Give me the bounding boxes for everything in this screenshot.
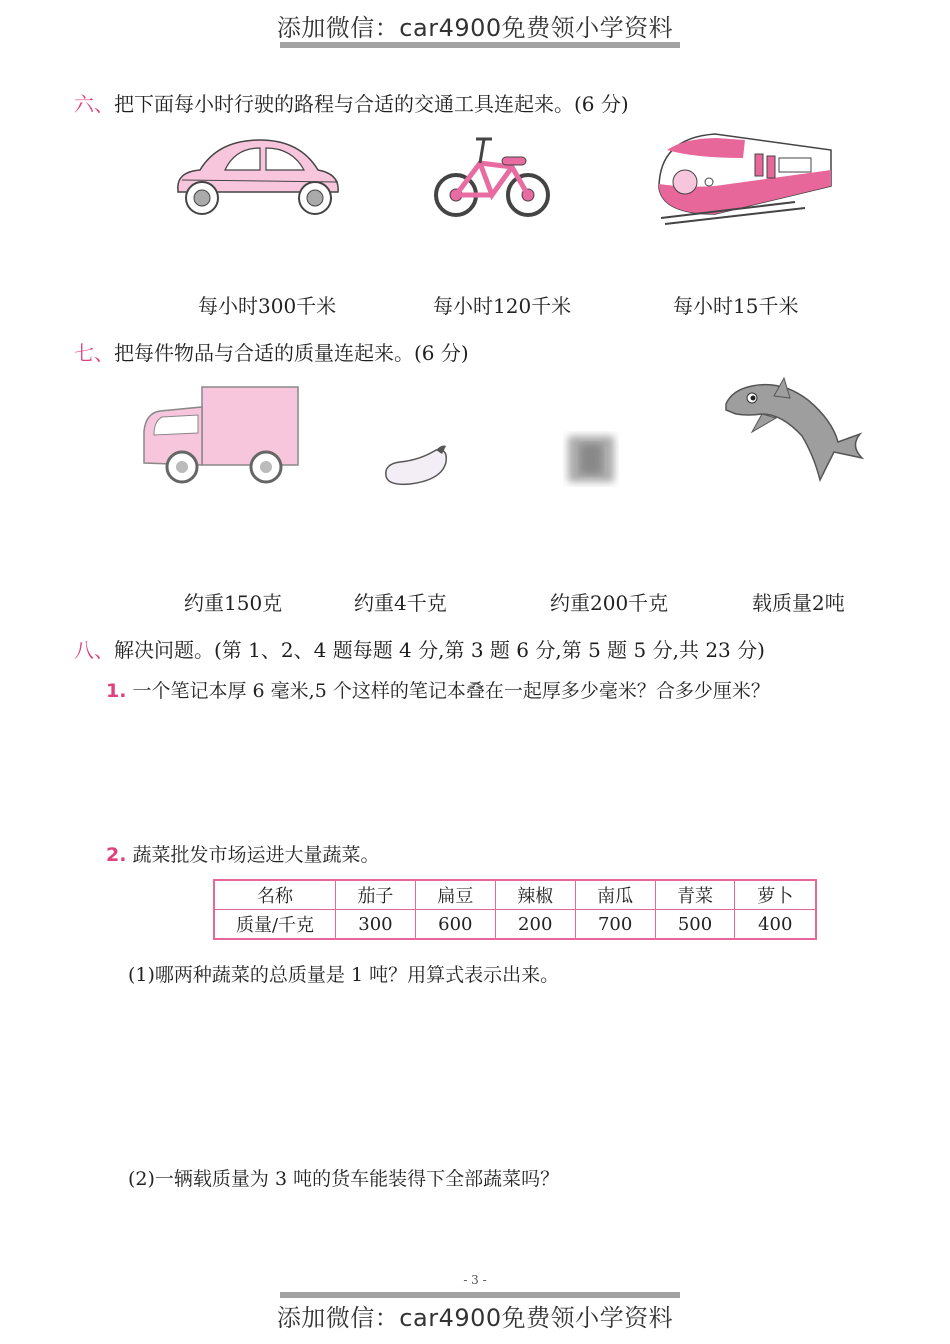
question-text: 蔬菜批发市场运进大量蔬菜。 — [132, 844, 380, 866]
table-cell: 扁豆 — [415, 880, 495, 910]
table-cell: 萝卜 — [735, 880, 816, 910]
section6-title: 把下面每小时行驶的路程与合适的交通工具连起来。(6 分) — [114, 92, 629, 116]
section8-heading — [74, 634, 765, 663]
section7-heading — [74, 337, 469, 366]
section6-heading — [74, 88, 629, 117]
table-header-row — [214, 880, 816, 910]
table-cell: 700 — [575, 910, 655, 940]
speed-label: 每小时120千米 — [433, 294, 572, 318]
table-cell: 200 — [495, 910, 575, 940]
sub-question-1: (1)哪两种蔬菜的总质量是 1 吨？用算式表示出来。 — [128, 964, 560, 986]
section7-number: 七、 — [74, 341, 114, 365]
train-icon — [655, 128, 835, 228]
table-cell: 400 — [735, 910, 816, 940]
weight-label: 载质量2吨 — [752, 591, 845, 615]
table-cell: 600 — [415, 910, 495, 940]
truck-icon — [140, 383, 302, 485]
section8-number: 八、 — [74, 638, 114, 662]
weight-label: 约重150克 — [184, 591, 283, 615]
question-text: 一个笔记本厚 6 毫米,5 个这样的笔记本叠在一起厚多少毫米？合多少厘米？ — [132, 680, 770, 702]
weight-label: 约重4千克 — [354, 591, 447, 615]
blurred-item-icon — [560, 430, 620, 488]
question-2 — [106, 840, 380, 867]
question-number: 1. — [106, 680, 127, 702]
question-number: 2. — [106, 844, 127, 866]
table-cell: 茄子 — [336, 880, 416, 910]
speed-label: 每小时300千米 — [198, 294, 337, 318]
dolphin-icon — [722, 376, 867, 484]
table-row — [214, 910, 816, 940]
section7-title: 把每件物品与合适的质量连起来。(6 分) — [114, 341, 469, 365]
table-cell: 300 — [336, 910, 416, 940]
question-1 — [106, 676, 770, 703]
speed-label: 每小时15千米 — [673, 294, 799, 318]
weight-label: 约重200千克 — [550, 591, 669, 615]
sub-question-2: (2)一辆载质量为 3 吨的货车能装得下全部蔬菜吗？ — [128, 1168, 560, 1190]
table-cell: 南瓜 — [575, 880, 655, 910]
section6-number: 六、 — [74, 92, 114, 116]
page-number: - 3 - — [463, 1273, 487, 1287]
footer-watermark: 添加微信：car4900免费领小学资料 — [276, 1304, 674, 1332]
eggplant-icon — [380, 440, 452, 488]
header-watermark: 添加微信：car4900免费领小学资料 — [276, 14, 674, 42]
header-ghost-text — [270, 38, 690, 52]
bicycle-icon — [432, 133, 552, 221]
table-cell: 名称 — [214, 880, 336, 910]
car-icon — [170, 130, 345, 220]
table-cell: 辣椒 — [495, 880, 575, 910]
vegetable-table — [213, 879, 817, 940]
section8-title: 解决问题。(第 1、2、4 题每题 4 分,第 3 题 6 分,第 5 题 5 分,共 23 分) — [114, 638, 765, 662]
table-cell: 质量/千克 — [214, 910, 336, 940]
table-cell: 青菜 — [655, 880, 735, 910]
table-cell: 500 — [655, 910, 735, 940]
